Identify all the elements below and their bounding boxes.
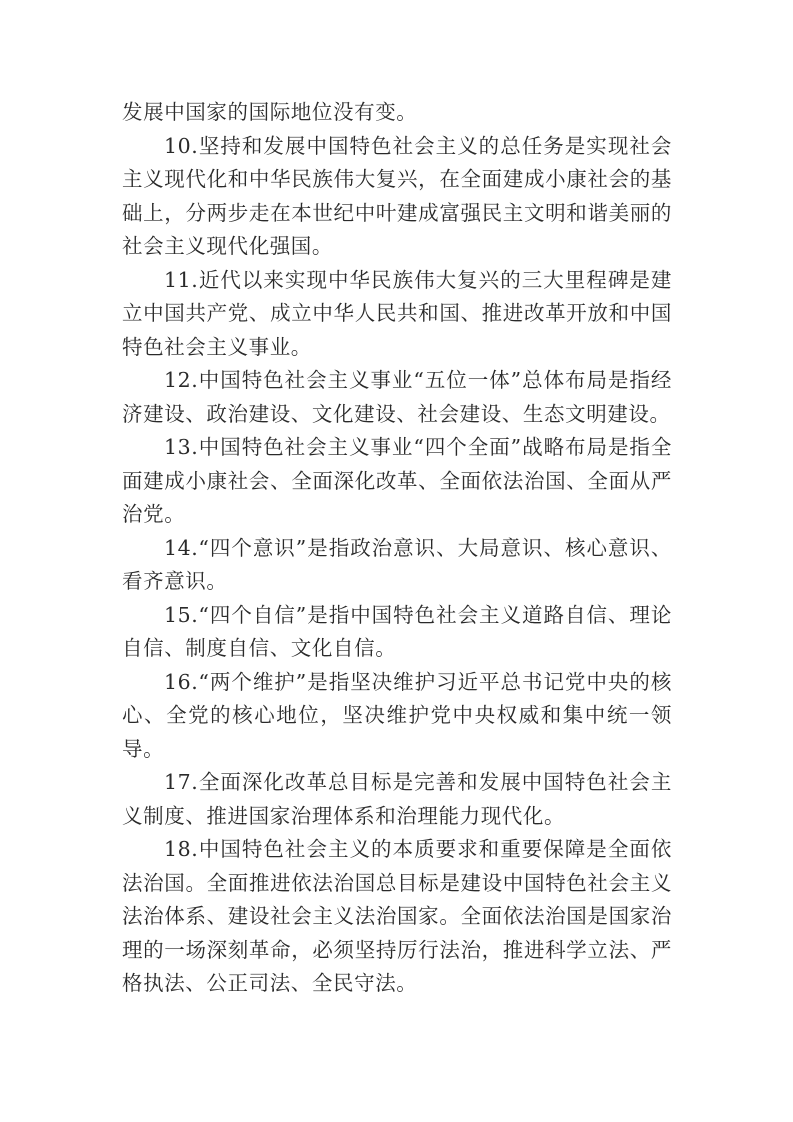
paragraph-item-18: 18.中国特色社会主义的本质要求和重要保障是全面依法治国。全面推进依法治国总目标是建设中国特色社会主义法治体系、建设社会主义法治国家。全面依法治国是国家治理的一场深刻革命，必须坚持厉行法治，推进科学立法、严格执法、公正司法、全民守法。 [122,837,672,995]
paragraph-item-10: 10.坚持和发展中国特色社会主义的总任务是实现社会主义现代化和中华民族伟大复兴，在全面建成小康社会的基础上，分两步走在本世纪中叶建成富强民主文明和谐美丽的社会主义现代化强国。 [122,133,672,258]
paragraph-item-12: 12.中国特色社会主义事业“五位一体”总体布局是指经济建设、政治建设、文化建设、社会建设、生态文明建设。 [122,368,672,426]
paragraph-item-11: 11.近代以来实现中华民族伟大复兴的三大里程碑是建立中国共产党、成立中华人民共和国、推进改革开放和中国特色社会主义事业。 [122,267,672,359]
paragraph-continuation: 发展中国家的国际地位没有变。 [122,100,418,124]
paragraph-item-13: 13.中国特色社会主义事业“四个全面”战略布局是指全面建成小康社会、全面深化改革、全面依法治国、全面从严治党。 [122,435,672,526]
paragraph-item-15: 15.“四个自信”是指中国特色社会主义道路自信、理论自信、制度自信、文化自信。 [122,602,672,660]
paragraph-item-16: 16.“两个维护”是指坚决维护习近平总书记党中央的核心、全党的核心地位，坚决维护党中央权威和集中统一领导。 [122,669,672,761]
paragraph-item-14: 14.“四个意识”是指政治意识、大局意识、核心意识、看齐意识。 [122,535,672,593]
paragraph-item-17: 17.全面深化改革总目标是完善和发展中国特色社会主义制度、推进国家治理体系和治理能力现代化。 [122,770,672,828]
document-body [122,96,672,1001]
